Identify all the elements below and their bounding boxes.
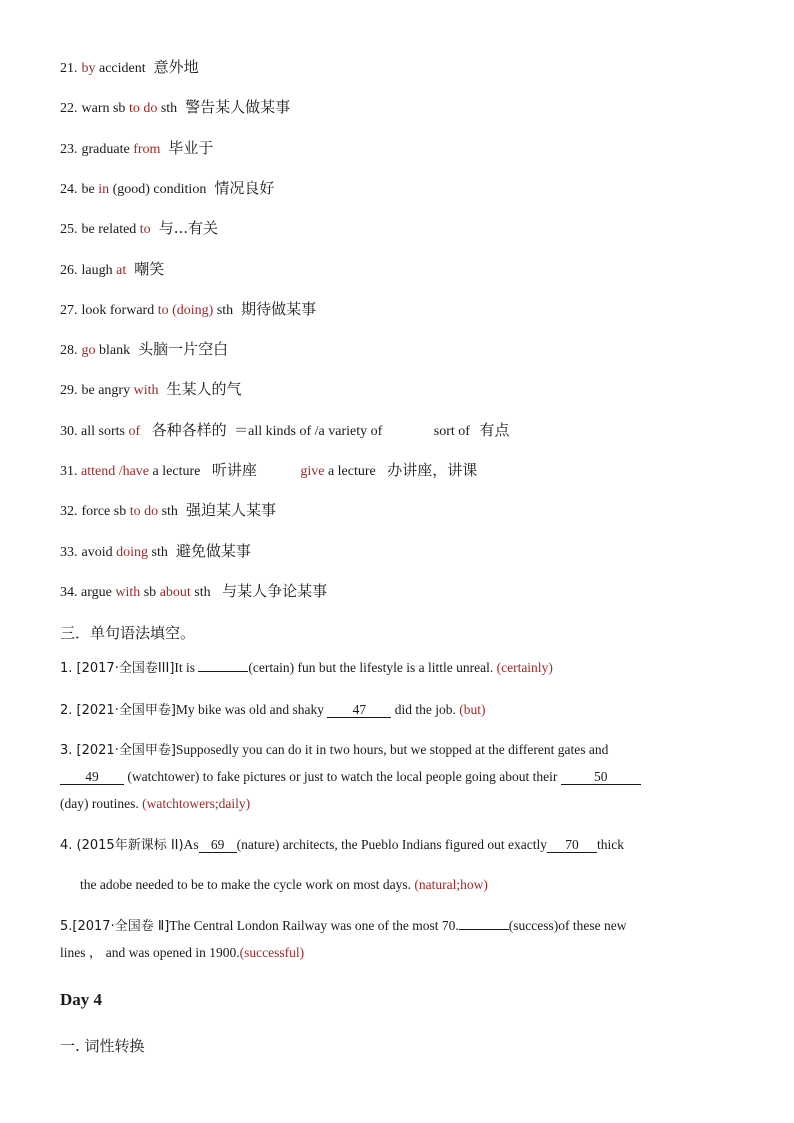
question-text: My bike was old and shaky: [175, 702, 328, 717]
phrase-number: 33.: [60, 544, 78, 560]
question-text-after: did the job.: [391, 702, 460, 717]
phrase-keyword: of: [128, 424, 141, 439]
phrase-item: [60, 58, 199, 78]
question-4-line-2: [80, 876, 488, 894]
phrase-meaning: 警告某人做某事: [185, 98, 291, 117]
phrase-meaning: 强迫某人某事: [185, 501, 276, 519]
question-text: (day) routines.: [60, 796, 143, 811]
phrase-number: 31.: [60, 464, 78, 479]
phrase-text-mid: sb: [140, 585, 160, 600]
answer-blank[interactable]: [198, 671, 248, 672]
phrase-keyword: at: [116, 262, 127, 278]
phrase-keyword: go: [81, 343, 96, 359]
phrase-item: [60, 139, 213, 159]
phrase-text: avoid: [81, 544, 117, 560]
question-text: the adobe needed to be to make the cycle work on most days.: [80, 877, 415, 892]
phrase-meaning: 生某人的气: [166, 380, 242, 399]
phrase-number: 28.: [60, 343, 78, 359]
question-text: The Central London Railway was one of the most 70.: [169, 918, 459, 933]
answer-key: (watchtowers;daily): [142, 796, 251, 811]
phrase-text: force sb: [81, 504, 130, 519]
phrase-meaning: 与...有关: [158, 219, 218, 238]
question-text-after: (certain) fun but the lifestyle is a little unreal.: [248, 660, 497, 675]
phrase-item-34: [60, 582, 327, 602]
phrase-item: [60, 300, 316, 320]
phrase-keyword: to: [139, 222, 151, 238]
day-heading: Day 4: [60, 990, 103, 1009]
phrase-number: 34.: [60, 585, 78, 600]
phrase-item: [60, 380, 242, 400]
question-source: 2. [2021·全国甲卷]: [60, 703, 176, 718]
answer-blank-49[interactable]: 49: [60, 770, 124, 785]
question-5-line-2: [60, 944, 304, 962]
question-4-line-1: [60, 836, 624, 855]
question-text-end: (success)of these new: [508, 918, 627, 933]
phrase-text-end: blank: [95, 343, 131, 359]
question-text: (nature) architects, the Pueblo Indians figured out exactly: [236, 837, 547, 852]
question-2: [60, 701, 486, 720]
phrase-meaning-extra: 有点: [479, 421, 510, 439]
phrase-meaning: 情况良好: [214, 178, 275, 197]
phrase-number: 29.: [60, 383, 78, 399]
question-text: (watchtower) to fake pictures or just to watch the local people going about their: [124, 769, 561, 784]
question-text: Supposedly you can do it in two hours, but we stopped at the different gates and: [175, 742, 609, 757]
question-1: [60, 659, 553, 678]
phrase-number: 26.: [60, 262, 78, 278]
phrase-number: 25.: [60, 222, 78, 238]
phrase-text: graduate: [81, 141, 134, 157]
answer-blank-69[interactable]: 69: [199, 838, 237, 853]
phrase-text: a lecture: [149, 464, 201, 479]
phrase-item-31: [60, 461, 477, 481]
question-source: 3. [2021·全国甲卷]: [60, 743, 176, 758]
phrase-text-end: sth: [148, 544, 168, 560]
phrase-text-extra: sort of: [433, 424, 470, 439]
question-3-line-2: [60, 768, 641, 786]
answer-key: (certainly): [496, 660, 553, 675]
question-source: 4. (2015年新课标 II): [60, 838, 184, 853]
phrase-text: argue: [81, 585, 116, 600]
section-title-2: 一. 词性转换: [60, 1037, 145, 1055]
answer-blank-50[interactable]: 50: [561, 770, 641, 785]
phrase-keyword: to (doing): [157, 302, 214, 318]
phrase-number: 27.: [60, 302, 78, 318]
phrase-keyword: doing: [116, 544, 148, 560]
question-source: 5.[2017·全国卷 Ⅱ]: [60, 919, 170, 934]
question-text: As: [183, 837, 199, 852]
phrase-meaning: 意外地: [153, 58, 199, 76]
phrase-item: [60, 501, 276, 521]
phrase-text: laugh: [81, 262, 117, 278]
phrase-text-end: sth: [157, 101, 178, 117]
phrase-text-end: (good) condition: [109, 181, 207, 197]
phrase-item: [60, 542, 251, 562]
phrase-item: [60, 260, 164, 280]
phrase-meaning: 头脑一片空白: [138, 340, 229, 359]
phrase-text-end: sth: [213, 302, 234, 318]
question-text: lines ， and was opened in 1900.: [60, 945, 240, 960]
section-title: 三．单句语法填空。: [60, 624, 196, 642]
phrase-meaning: 毕业于: [168, 138, 214, 157]
question-text: It is: [174, 660, 199, 675]
phrase-number: 24.: [60, 181, 78, 197]
answer-key: (successful): [239, 945, 305, 960]
answer-key: (but): [459, 702, 486, 717]
phrase-text: all sorts: [81, 424, 129, 439]
phrase-equivalent: ＝all kinds of /a variety of: [234, 424, 383, 439]
phrase-item: [60, 179, 274, 199]
phrase-keyword: with: [115, 585, 141, 600]
phrase-keyword: to do: [129, 504, 159, 519]
question-5-line-1: [60, 917, 626, 936]
phrase-keyword: in: [98, 181, 110, 197]
question-3-line-3: [60, 795, 250, 813]
phrase-text-end: accident: [95, 61, 146, 76]
phrase-item-30: [60, 421, 509, 441]
phrase-text: look forward: [81, 302, 158, 318]
answer-blank-70[interactable]: 70: [547, 838, 597, 853]
phrase-text: be related: [81, 222, 140, 238]
phrase-text: be: [81, 181, 99, 197]
phrase-text-end: sth: [190, 585, 211, 600]
question-text-end: thick: [596, 837, 624, 852]
phrase-number: 22.: [60, 101, 78, 117]
phrase-item: [60, 340, 228, 360]
phrase-meaning: 与某人争论某事: [222, 582, 328, 600]
phrase-keyword: to do: [128, 101, 158, 117]
phrase-number: 30.: [60, 424, 78, 439]
phrase-text: be angry: [81, 383, 134, 399]
phrase-text: warn sb: [81, 101, 129, 117]
phrase-item: [60, 98, 290, 118]
phrase-meaning: 听讲座: [211, 461, 257, 479]
phrase-keyword-2: about: [159, 585, 191, 600]
answer-key: (natural;how): [414, 877, 488, 892]
phrase-text-2: a lecture: [324, 464, 376, 479]
question-source: 1. [2017·全国卷III]: [60, 661, 175, 676]
phrase-meaning: 避免做某事: [175, 541, 251, 560]
answer-blank-47[interactable]: 47: [327, 703, 391, 718]
phrase-meaning: 各种各样的: [151, 421, 227, 439]
question-3-line-1: [60, 741, 608, 760]
phrase-keyword: attend /have: [81, 464, 150, 479]
phrase-keyword: by: [81, 61, 96, 76]
answer-blank[interactable]: [459, 929, 509, 930]
phrase-meaning-2: 办讲座，讲课: [387, 461, 478, 479]
phrase-keyword-2: give: [300, 464, 325, 479]
phrase-number: 32.: [60, 504, 78, 519]
phrase-keyword: from: [133, 141, 161, 157]
phrase-item: [60, 219, 218, 239]
phrase-number: 23.: [60, 141, 78, 157]
phrase-meaning: 嘲笑: [134, 259, 165, 278]
phrase-number: 21.: [60, 61, 78, 76]
phrase-text-end: sth: [158, 504, 178, 519]
phrase-keyword: with: [133, 383, 159, 399]
phrase-meaning: 期待做某事: [241, 299, 317, 318]
